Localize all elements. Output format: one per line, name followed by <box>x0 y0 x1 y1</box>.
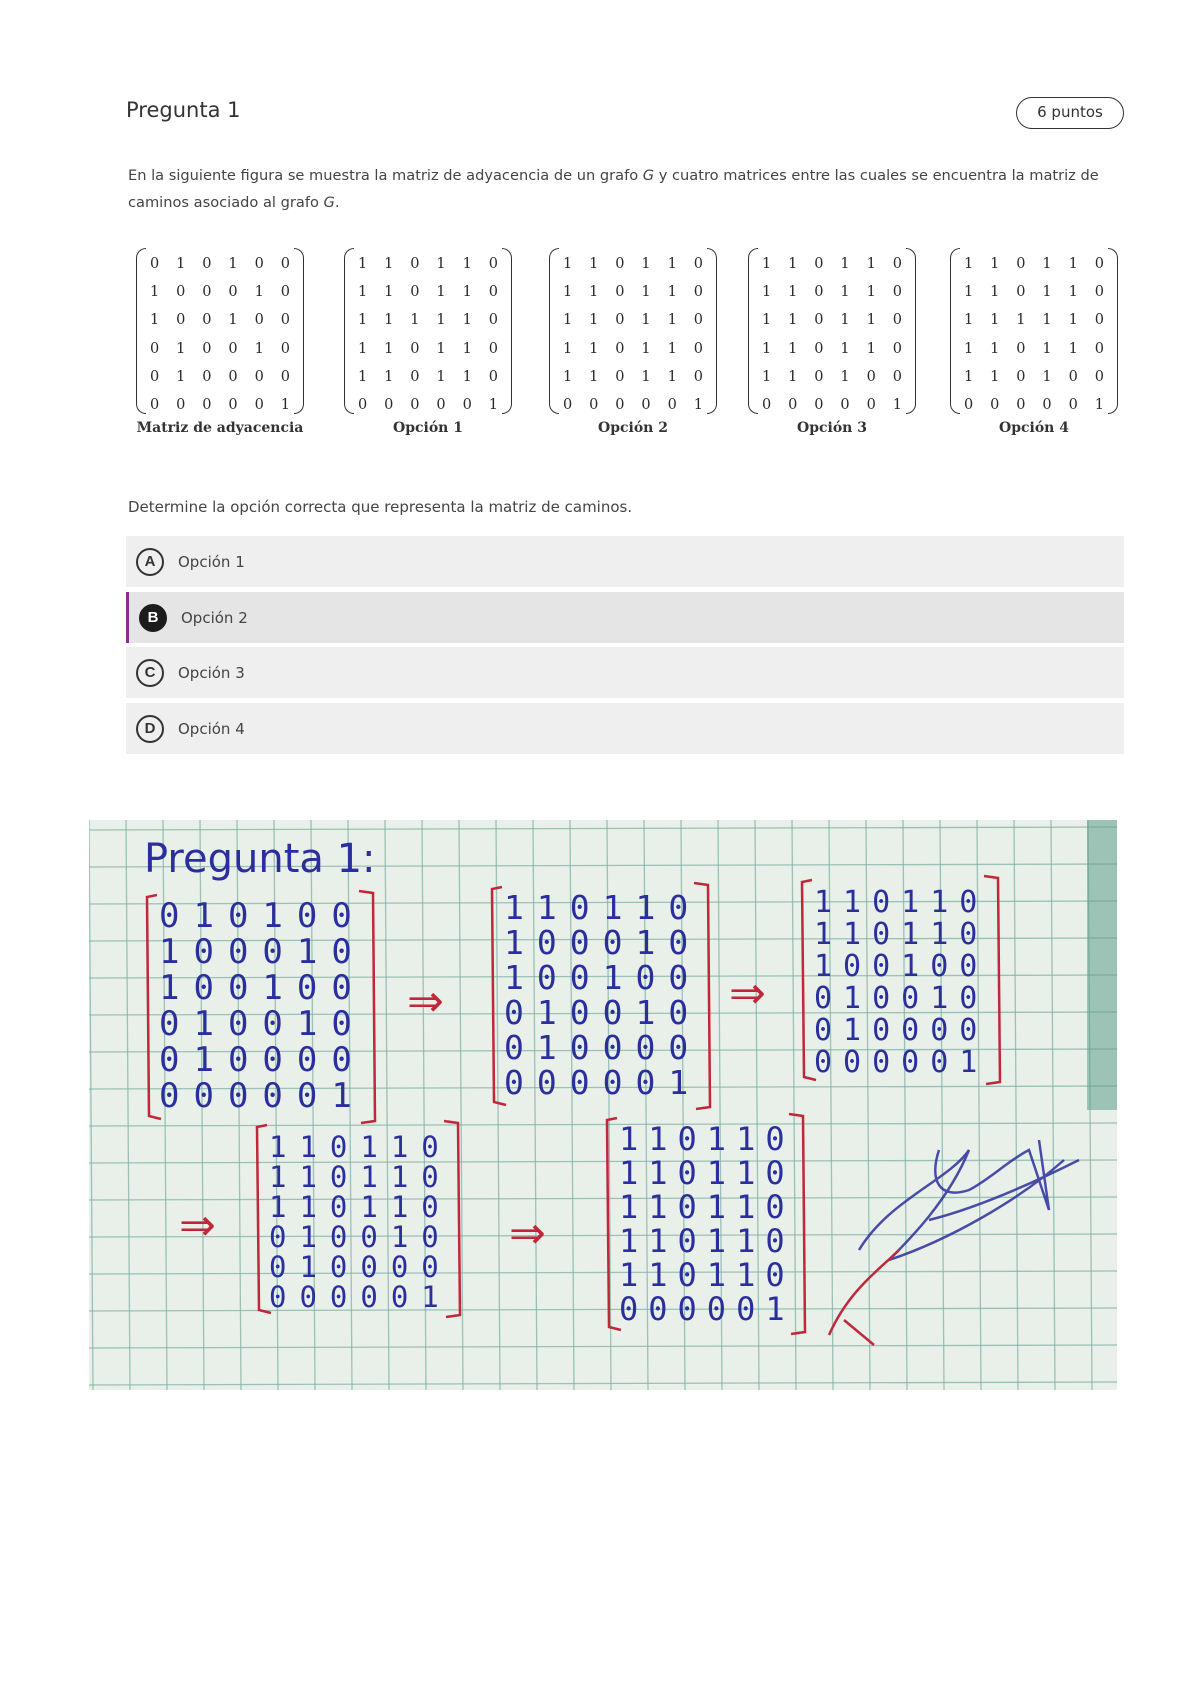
matrix-row <box>758 278 906 306</box>
matrix-cell: 0 <box>488 340 498 357</box>
matrix-row <box>960 363 1108 391</box>
hw-arrow: ⇒ <box>509 1208 546 1259</box>
matrix-cell: 0 <box>254 256 264 272</box>
matrix-cell: 1 <box>693 396 703 413</box>
matrix-row <box>758 250 906 278</box>
matrix-cell: 1 <box>788 368 798 385</box>
matrix-cell: 1 <box>840 368 850 385</box>
matrix-row <box>354 391 502 419</box>
matrix-cell: 1 <box>563 312 573 329</box>
matrix-caption: Matriz de adyacencia <box>136 420 304 436</box>
matrix-cell: 0 <box>693 312 703 329</box>
hw-matrix-row: 100100 <box>504 958 702 997</box>
matrix-cell: 1 <box>1068 340 1078 357</box>
matrix-cell: 0 <box>814 312 824 329</box>
matrix-cell: 0 <box>1016 396 1026 413</box>
matrix-cell: 1 <box>436 340 446 357</box>
matrix-cell: 1 <box>410 312 420 329</box>
matrix-cell: 0 <box>1094 284 1104 301</box>
option-letter-badge: B <box>139 604 167 632</box>
matrix-cell: 0 <box>384 396 394 413</box>
hw-matrix-row: 010000 <box>504 1028 702 1067</box>
matrix-cell: 0 <box>228 284 238 301</box>
matrix-cell: 0 <box>814 256 824 272</box>
option-letter-badge: A <box>136 548 164 576</box>
hw-matrix-row: 000001 <box>159 1076 366 1116</box>
matrix-cell: 0 <box>814 396 824 413</box>
matrix-row <box>758 306 906 334</box>
matrix-cell: 1 <box>436 312 446 329</box>
hw-matrix-row: 110110 <box>619 1154 795 1192</box>
hw-matrix-row: 010000 <box>159 1040 366 1080</box>
matrix-cell: 0 <box>762 396 772 413</box>
matrix-cell: 1 <box>840 284 850 301</box>
matrix-cell: 1 <box>1042 368 1052 385</box>
matrix-cell: 1 <box>964 284 974 301</box>
matrix-cell: 1 <box>384 312 394 329</box>
matrix-row <box>758 363 906 391</box>
matrix-cell: 0 <box>228 340 238 357</box>
matrix-cell: 1 <box>840 256 850 272</box>
matrix-cell: 1 <box>667 256 677 272</box>
matrix-cell: 1 <box>462 284 472 301</box>
matrix-cell: 0 <box>615 340 625 357</box>
matrix-cell: 1 <box>358 340 368 357</box>
matrix-cell: 1 <box>589 256 599 272</box>
option-letter-badge: D <box>136 715 164 743</box>
matrix-cell: 1 <box>1042 312 1052 329</box>
matrix-cell: 1 <box>762 340 772 357</box>
matrix-cell: 0 <box>202 340 212 357</box>
matrix-cell: 1 <box>358 368 368 385</box>
matrix-row <box>559 250 707 278</box>
hw-matrix-row: 110110 <box>269 1130 452 1164</box>
matrix-cell: 0 <box>202 256 212 272</box>
matrix-cell: 1 <box>641 284 651 301</box>
matrix-cell: 0 <box>176 284 186 301</box>
hw-matrix-row: 110110 <box>619 1256 795 1294</box>
matrix-caption: Opción 2 <box>598 420 668 436</box>
matrix-caption: Opción 3 <box>797 420 867 436</box>
matrix-cell: 0 <box>667 396 677 413</box>
matrix-cell: 0 <box>410 256 420 272</box>
matrix-cell: 1 <box>589 312 599 329</box>
matrix-cell: 1 <box>840 340 850 357</box>
matrix-row <box>758 335 906 363</box>
matrix-cell: 1 <box>866 256 876 272</box>
matrix-opcion-1 <box>348 248 508 416</box>
matrix-cell: 1 <box>990 368 1000 385</box>
matrix-row <box>559 391 707 419</box>
matrix-cell: 1 <box>1016 312 1026 329</box>
matrix-cell: 0 <box>358 396 368 413</box>
matrix-cell: 1 <box>840 312 850 329</box>
hw-matrix-row: 110110 <box>504 888 702 927</box>
matrix-cell: 1 <box>1042 284 1052 301</box>
matrix-cell: 0 <box>1094 340 1104 357</box>
hw-matrix-row: 000001 <box>504 1063 702 1102</box>
matrix-cell: 0 <box>840 396 850 413</box>
matrix-cell: 0 <box>202 284 212 301</box>
matrix-cell: 0 <box>892 368 902 385</box>
matrix-caption: Opción 4 <box>999 420 1069 436</box>
option-label: Opción 2 <box>181 608 248 627</box>
matrix-cell: 1 <box>964 256 974 272</box>
matrix-cell: 0 <box>410 368 420 385</box>
bracket-left <box>344 248 354 414</box>
bracket-left <box>136 248 146 414</box>
matrix-cell: 0 <box>488 256 498 272</box>
matrix-cell: 1 <box>641 256 651 272</box>
matrix-cell: 1 <box>1068 256 1078 272</box>
matrix-cell: 0 <box>814 284 824 301</box>
hw-matrix-row: 110110 <box>269 1160 452 1194</box>
matrix-cell: 1 <box>150 312 160 329</box>
hw-matrix-row: 110110 <box>814 917 989 952</box>
matrix-cell: 1 <box>1068 284 1078 301</box>
matrix-row <box>960 250 1108 278</box>
matrix-cell: 0 <box>254 396 264 413</box>
notebook-edge-pattern <box>1087 820 1117 1110</box>
matrix-cell: 1 <box>176 340 186 357</box>
matrix-cell: 0 <box>615 284 625 301</box>
matrix-cell: 0 <box>488 284 498 301</box>
matrix-row <box>146 363 294 391</box>
matrix-row <box>146 250 294 278</box>
handwritten-heading: Pregunta 1: <box>144 836 376 882</box>
matrix-row <box>559 278 707 306</box>
matrix-row <box>758 391 906 419</box>
hw-matrix-row: 000001 <box>269 1280 452 1314</box>
matrix-cell: 1 <box>176 256 186 272</box>
matrix-adyacencia <box>140 248 300 416</box>
matrix-cell: 0 <box>641 396 651 413</box>
hw-matrix-row: 100010 <box>504 923 702 962</box>
matrix-cell: 1 <box>384 256 394 272</box>
matrix-opcion-4 <box>954 248 1114 416</box>
matrix-cell: 0 <box>563 396 573 413</box>
hw-matrix-row: 010010 <box>504 993 702 1032</box>
handwritten-solution-drawing <box>89 820 1117 1390</box>
matrix-cell: 1 <box>589 284 599 301</box>
bracket-right <box>1108 248 1118 414</box>
matrix-cell: 1 <box>228 312 238 329</box>
matrix-cell: 1 <box>358 256 368 272</box>
matrix-cell: 0 <box>202 368 212 385</box>
matrix-row <box>559 306 707 334</box>
hw-matrix-row: 010010 <box>269 1220 452 1254</box>
hw-matrix-row: 110110 <box>619 1222 795 1260</box>
matrix-cell: 1 <box>866 312 876 329</box>
hw-matrix-row: 010000 <box>814 1013 989 1048</box>
hw-matrix-row: 000001 <box>619 1290 795 1328</box>
matrix-row <box>354 278 502 306</box>
matrix-cell: 1 <box>788 256 798 272</box>
matrix-cell: 0 <box>693 284 703 301</box>
matrix-row <box>960 306 1108 334</box>
matrix-cell: 0 <box>150 340 160 357</box>
matrix-opcion-3 <box>752 248 912 416</box>
matrix-cell: 0 <box>892 284 902 301</box>
option-label: Opción 1 <box>178 552 245 571</box>
matrix-cell: 1 <box>254 284 264 301</box>
option-letter-badge: C <box>136 659 164 687</box>
matrix-cell: 1 <box>589 340 599 357</box>
matrix-cell: 0 <box>254 368 264 385</box>
matrix-cell: 1 <box>1042 256 1052 272</box>
matrix-row <box>146 391 294 419</box>
matrix-cell: 0 <box>615 312 625 329</box>
matrix-cell: 1 <box>964 368 974 385</box>
matrix-cell: 1 <box>641 312 651 329</box>
matrix-cell: 0 <box>1016 256 1026 272</box>
matrix-cell: 0 <box>1016 284 1026 301</box>
matrix-cell: 1 <box>667 312 677 329</box>
matrix-cell: 0 <box>1094 312 1104 329</box>
matrix-cell: 1 <box>788 312 798 329</box>
bracket-right <box>906 248 916 414</box>
matrix-cell: 0 <box>1094 256 1104 272</box>
matrix-cell: 0 <box>1042 396 1052 413</box>
option-d[interactable] <box>126 703 1124 754</box>
matrix-cell: 1 <box>990 340 1000 357</box>
matrix-cell: 1 <box>1042 340 1052 357</box>
matrix-row <box>354 306 502 334</box>
matrix-cell: 0 <box>254 312 264 329</box>
hw-matrix-row: 010010 <box>814 981 989 1016</box>
matrix-cell: 1 <box>254 340 264 357</box>
hw-matrix-row: 010100 <box>159 896 366 936</box>
matrix-cell: 1 <box>462 312 472 329</box>
matrix-cell: 0 <box>615 396 625 413</box>
bracket-left <box>950 248 960 414</box>
matrix-cell: 1 <box>176 368 186 385</box>
matrix-cell: 0 <box>176 396 186 413</box>
matrix-cell: 1 <box>964 312 974 329</box>
matrix-cell: 1 <box>762 284 772 301</box>
matrix-opcion-2 <box>553 248 713 416</box>
matrix-cell: 0 <box>1016 340 1026 357</box>
question-statement: En la siguiente figura se muestra la matriz de adyacencia de un grafo G y cuatro matrices entre las cuales se encuentra la matriz de caminos asociado al grafo G. <box>128 167 1099 211</box>
matrix-cell: 0 <box>693 368 703 385</box>
matrix-cell: 0 <box>892 256 902 272</box>
matrix-cell: 0 <box>892 340 902 357</box>
option-label: Opción 3 <box>178 663 245 682</box>
hw-matrix-row: 110110 <box>269 1190 452 1224</box>
matrix-cell: 0 <box>615 368 625 385</box>
question-title: Pregunta 1 <box>126 98 241 122</box>
bracket-left <box>549 248 559 414</box>
matrix-row <box>354 363 502 391</box>
matrix-cell: 0 <box>788 396 798 413</box>
bracket-right <box>502 248 512 414</box>
matrix-cell: 1 <box>641 368 651 385</box>
matrix-cell: 1 <box>866 284 876 301</box>
hw-matrix-row: 010010 <box>159 1004 366 1044</box>
matrix-cell: 0 <box>228 368 238 385</box>
matrix-cell: 0 <box>488 368 498 385</box>
matrix-row <box>146 278 294 306</box>
hw-matrix-row: 000001 <box>814 1045 989 1080</box>
matrix-cell: 0 <box>693 340 703 357</box>
matrix-cell: 0 <box>150 368 160 385</box>
matrix-cell: 0 <box>866 368 876 385</box>
option-a[interactable] <box>126 536 1124 587</box>
matrix-cell: 1 <box>563 368 573 385</box>
matrix-cell: 1 <box>990 284 1000 301</box>
matrix-cell: 1 <box>589 368 599 385</box>
matrix-cell: 0 <box>436 396 446 413</box>
matrix-cell: 1 <box>228 256 238 272</box>
hw-arrow: ⇒ <box>407 976 444 1027</box>
matrix-cell: 0 <box>1094 368 1104 385</box>
matrix-cell: 1 <box>358 284 368 301</box>
matrix-cell: 0 <box>150 256 160 272</box>
matrix-cell: 1 <box>384 284 394 301</box>
matrix-row <box>960 391 1108 419</box>
matrix-cell: 0 <box>150 396 160 413</box>
matrix-cell: 1 <box>892 396 902 413</box>
matrix-cell: 1 <box>358 312 368 329</box>
matrix-cell: 1 <box>462 340 472 357</box>
matrix-cell: 1 <box>384 340 394 357</box>
matrix-cell: 1 <box>667 368 677 385</box>
matrix-cell: 1 <box>462 368 472 385</box>
matrix-cell: 1 <box>280 396 290 413</box>
matrix-cell: 0 <box>280 340 290 357</box>
matrix-cell: 0 <box>866 396 876 413</box>
matrix-cell: 1 <box>563 340 573 357</box>
matrix-cell: 0 <box>410 340 420 357</box>
matrix-cell: 1 <box>1094 396 1104 413</box>
matrix-cell: 0 <box>280 368 290 385</box>
matrix-cell: 0 <box>280 312 290 329</box>
matrix-cell: 1 <box>964 340 974 357</box>
matrix-cell: 0 <box>693 256 703 272</box>
hw-matrix-row: 110110 <box>619 1120 795 1158</box>
matrix-cell: 0 <box>228 396 238 413</box>
matrix-cell: 1 <box>436 368 446 385</box>
bracket-right <box>294 248 304 414</box>
matrix-cell: 0 <box>488 312 498 329</box>
matrix-cell: 0 <box>964 396 974 413</box>
matrix-row <box>146 306 294 334</box>
matrix-cell: 0 <box>410 396 420 413</box>
hw-arrow: ⇒ <box>179 1200 216 1251</box>
matrix-cell: 0 <box>202 312 212 329</box>
hw-matrix-row: 100010 <box>159 932 366 972</box>
matrix-cell: 1 <box>990 312 1000 329</box>
points-badge: 6 puntos <box>1016 97 1124 129</box>
matrix-cell: 1 <box>563 284 573 301</box>
matrix-cell: 0 <box>814 368 824 385</box>
matrix-cell: 0 <box>1068 368 1078 385</box>
hw-matrix-row: 110110 <box>814 885 989 920</box>
matrix-cell: 1 <box>462 256 472 272</box>
matrix-row <box>960 335 1108 363</box>
hw-matrix-row: 100100 <box>814 949 989 984</box>
matrix-cell: 0 <box>410 284 420 301</box>
matrix-cell: 1 <box>866 340 876 357</box>
matrix-cell: 0 <box>1016 368 1026 385</box>
matrix-cell: 1 <box>788 340 798 357</box>
hw-matrix-row: 110110 <box>619 1188 795 1226</box>
matrix-cell: 0 <box>280 284 290 301</box>
hw-matrix-row: 100100 <box>159 968 366 1008</box>
matrix-cell: 1 <box>436 256 446 272</box>
matrix-row <box>559 363 707 391</box>
option-b[interactable] <box>126 592 1124 643</box>
matrix-cell: 0 <box>990 396 1000 413</box>
matrix-cell: 1 <box>762 312 772 329</box>
matrix-row <box>354 250 502 278</box>
option-label: Opción 4 <box>178 719 245 738</box>
matrix-cell: 0 <box>615 256 625 272</box>
matrix-cell: 0 <box>202 396 212 413</box>
matrix-cell: 1 <box>641 340 651 357</box>
matrix-cell: 1 <box>436 284 446 301</box>
matrix-caption: Opción 1 <box>393 420 463 436</box>
matrix-cell: 1 <box>762 256 772 272</box>
matrix-cell: 0 <box>1068 396 1078 413</box>
matrix-cell: 1 <box>667 340 677 357</box>
bracket-left <box>748 248 758 414</box>
matrix-cell: 0 <box>462 396 472 413</box>
matrix-cell: 1 <box>384 368 394 385</box>
option-c[interactable] <box>126 647 1124 698</box>
question-prompt: Determine la opción correcta que representa la matriz de caminos. <box>128 498 633 516</box>
matrix-row <box>354 335 502 363</box>
matrix-cell: 0 <box>814 340 824 357</box>
matrix-row <box>559 335 707 363</box>
matrix-cell: 0 <box>892 312 902 329</box>
matrix-cell: 0 <box>280 256 290 272</box>
matrix-cell: 1 <box>1068 312 1078 329</box>
matrix-row <box>960 278 1108 306</box>
matrix-cell: 0 <box>176 312 186 329</box>
matrix-cell: 1 <box>488 396 498 413</box>
bracket-right <box>707 248 717 414</box>
matrix-row <box>146 335 294 363</box>
matrix-cell: 1 <box>667 284 677 301</box>
matrix-cell: 1 <box>150 284 160 301</box>
matrix-cell: 1 <box>788 284 798 301</box>
matrix-cell: 1 <box>990 256 1000 272</box>
hw-matrix-row: 010000 <box>269 1250 452 1284</box>
matrix-cell: 1 <box>762 368 772 385</box>
matrix-cell: 1 <box>563 256 573 272</box>
matrix-cell: 0 <box>589 396 599 413</box>
hw-arrow: ⇒ <box>729 968 766 1019</box>
handwritten-solution-photo <box>89 820 1117 1390</box>
